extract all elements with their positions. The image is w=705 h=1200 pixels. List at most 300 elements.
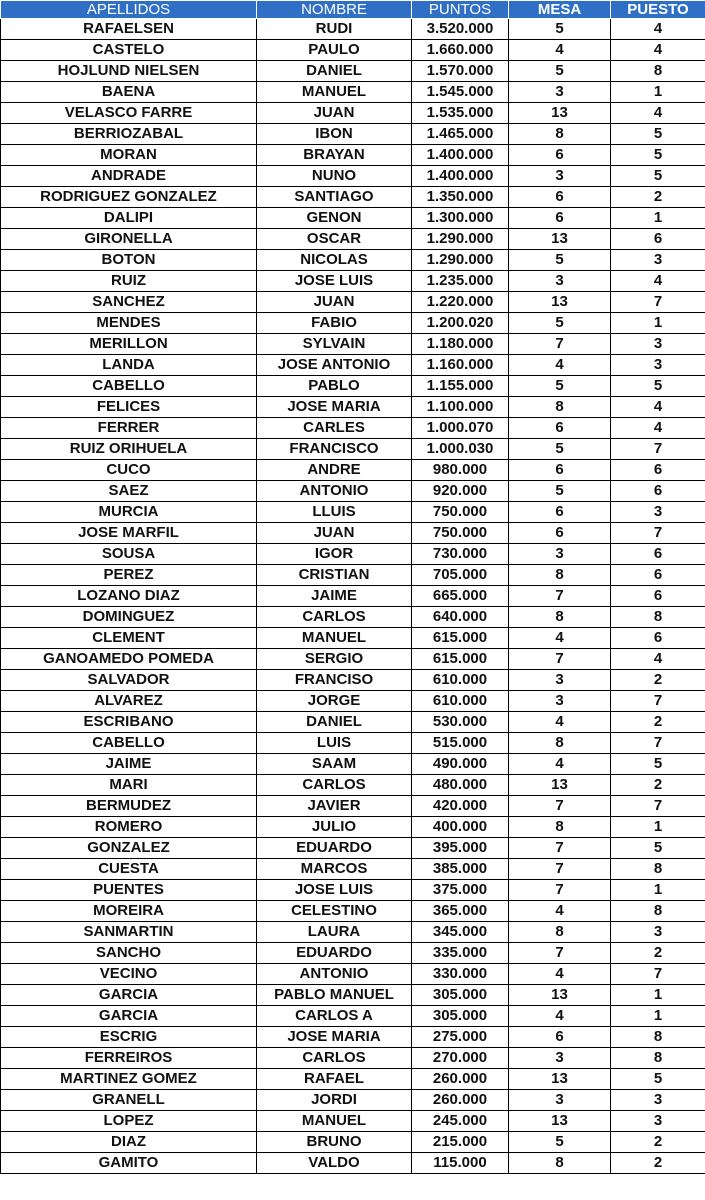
apellidos-cell: ESCRIBANO (1, 712, 257, 733)
apellidos-cell: ROMERO (1, 817, 257, 838)
apellidos-cell: ALVAREZ (1, 691, 257, 712)
mesa-cell: 13 (509, 229, 611, 250)
puesto-cell: 7 (611, 964, 705, 985)
puesto-cell: 2 (611, 187, 705, 208)
nombre-cell: SYLVAIN (257, 334, 412, 355)
puntos-cell: 115.000 (412, 1153, 509, 1174)
nombre-cell: ANTONIO (257, 481, 412, 502)
nombre-cell: ANTONIO (257, 964, 412, 985)
table-row (1, 439, 705, 460)
mesa-cell: 6 (509, 418, 611, 439)
mesa-cell: 6 (509, 187, 611, 208)
nombre-cell: CRISTIAN (257, 565, 412, 586)
apellidos-cell: SANCHO (1, 943, 257, 964)
mesa-cell: 5 (509, 481, 611, 502)
mesa-cell: 5 (509, 1132, 611, 1153)
puntos-cell: 215.000 (412, 1132, 509, 1153)
puntos-cell: 705.000 (412, 565, 509, 586)
puntos-cell: 1.220.000 (412, 292, 509, 313)
nombre-cell: PABLO MANUEL (257, 985, 412, 1006)
table-row (1, 460, 705, 481)
mesa-cell: 8 (509, 922, 611, 943)
puesto-cell: 6 (611, 565, 705, 586)
nombre-cell: MANUEL (257, 1111, 412, 1132)
table-row (1, 40, 705, 61)
apellidos-cell: SAEZ (1, 481, 257, 502)
mesa-cell: 7 (509, 880, 611, 901)
nombre-cell: JOSE LUIS (257, 880, 412, 901)
table-row (1, 733, 705, 754)
table-row (1, 229, 705, 250)
nombre-cell: LLUIS (257, 502, 412, 523)
puesto-cell: 6 (611, 481, 705, 502)
nombre-cell: BRUNO (257, 1132, 412, 1153)
puntos-cell: 1.350.000 (412, 187, 509, 208)
table-row (1, 187, 705, 208)
nombre-cell: CARLES (257, 418, 412, 439)
nombre-cell: CARLOS (257, 775, 412, 796)
puntos-cell: 395.000 (412, 838, 509, 859)
puntos-cell: 1.535.000 (412, 103, 509, 124)
puntos-cell: 245.000 (412, 1111, 509, 1132)
apellidos-cell: BERRIOZABAL (1, 124, 257, 145)
nombre-cell: EDUARDO (257, 838, 412, 859)
nombre-cell: CARLOS (257, 607, 412, 628)
puntos-cell: 260.000 (412, 1090, 509, 1111)
apellidos-cell: GARCIA (1, 1006, 257, 1027)
puntos-cell: 515.000 (412, 733, 509, 754)
puntos-cell: 610.000 (412, 670, 509, 691)
mesa-cell: 5 (509, 250, 611, 271)
apellidos-cell: GRANELL (1, 1090, 257, 1111)
puesto-cell: 4 (611, 19, 705, 40)
apellidos-cell: VECINO (1, 964, 257, 985)
puesto-cell: 5 (611, 124, 705, 145)
puntos-cell: 1.000.030 (412, 439, 509, 460)
table-row (1, 901, 705, 922)
mesa-cell: 4 (509, 1006, 611, 1027)
nombre-cell: JOSE MARIA (257, 397, 412, 418)
puntos-cell: 260.000 (412, 1069, 509, 1090)
puesto-cell: 1 (611, 82, 705, 103)
apellidos-cell: GONZALEZ (1, 838, 257, 859)
table-row (1, 397, 705, 418)
mesa-cell: 5 (509, 439, 611, 460)
puesto-cell: 1 (611, 817, 705, 838)
puntos-cell: 920.000 (412, 481, 509, 502)
nombre-cell: VALDO (257, 1153, 412, 1174)
nombre-cell: JUAN (257, 292, 412, 313)
apellidos-cell: GIRONELLA (1, 229, 257, 250)
puntos-cell: 270.000 (412, 1048, 509, 1069)
table-row (1, 1090, 705, 1111)
apellidos-cell: MERILLON (1, 334, 257, 355)
mesa-cell: 3 (509, 82, 611, 103)
puesto-cell: 7 (611, 796, 705, 817)
mesa-cell: 4 (509, 964, 611, 985)
puntos-cell: 530.000 (412, 712, 509, 733)
puntos-cell: 1.155.000 (412, 376, 509, 397)
nombre-cell: RAFAEL (257, 1069, 412, 1090)
table-row (1, 355, 705, 376)
mesa-cell: 4 (509, 355, 611, 376)
table-row (1, 838, 705, 859)
table-row (1, 586, 705, 607)
mesa-cell: 3 (509, 1048, 611, 1069)
nombre-cell: MANUEL (257, 628, 412, 649)
nombre-cell: JULIO (257, 817, 412, 838)
mesa-cell: 3 (509, 691, 611, 712)
puesto-cell: 5 (611, 1069, 705, 1090)
nombre-cell: SAAM (257, 754, 412, 775)
table-row (1, 124, 705, 145)
header-puntos: PUNTOS (412, 1, 509, 19)
puesto-cell: 5 (611, 376, 705, 397)
mesa-cell: 8 (509, 565, 611, 586)
apellidos-cell: GAMITO (1, 1153, 257, 1174)
puesto-cell: 1 (611, 1006, 705, 1027)
mesa-cell: 3 (509, 544, 611, 565)
apellidos-cell: PUENTES (1, 880, 257, 901)
apellidos-cell: ANDRADE (1, 166, 257, 187)
apellidos-cell: MOREIRA (1, 901, 257, 922)
apellidos-cell: CUCO (1, 460, 257, 481)
mesa-cell: 6 (509, 145, 611, 166)
table-row (1, 817, 705, 838)
nombre-cell: IGOR (257, 544, 412, 565)
nombre-cell: BRAYAN (257, 145, 412, 166)
apellidos-cell: DOMINGUEZ (1, 607, 257, 628)
table-row (1, 796, 705, 817)
apellidos-cell: CASTELO (1, 40, 257, 61)
puesto-cell: 3 (611, 502, 705, 523)
table-row (1, 376, 705, 397)
puesto-cell: 4 (611, 271, 705, 292)
nombre-cell: JOSE ANTONIO (257, 355, 412, 376)
table-row (1, 859, 705, 880)
mesa-cell: 8 (509, 817, 611, 838)
apellidos-cell: SALVADOR (1, 670, 257, 691)
table-row (1, 313, 705, 334)
mesa-cell: 4 (509, 901, 611, 922)
nombre-cell: JORGE (257, 691, 412, 712)
header-apellidos: APELLIDOS (1, 1, 257, 19)
header-nombre: NOMBRE (257, 1, 412, 19)
table-row (1, 1048, 705, 1069)
apellidos-cell: BOTON (1, 250, 257, 271)
mesa-cell: 8 (509, 733, 611, 754)
puntos-cell: 1.100.000 (412, 397, 509, 418)
mesa-cell: 7 (509, 796, 611, 817)
nombre-cell: JUAN (257, 103, 412, 124)
table-row (1, 943, 705, 964)
nombre-cell: EDUARDO (257, 943, 412, 964)
table-row (1, 649, 705, 670)
apellidos-cell: FELICES (1, 397, 257, 418)
nombre-cell: SANTIAGO (257, 187, 412, 208)
nombre-cell: CARLOS A (257, 1006, 412, 1027)
nombre-cell: ANDRE (257, 460, 412, 481)
puesto-cell: 1 (611, 208, 705, 229)
table-row (1, 565, 705, 586)
mesa-cell: 6 (509, 502, 611, 523)
nombre-cell: JOSE MARIA (257, 1027, 412, 1048)
puesto-cell: 6 (611, 586, 705, 607)
mesa-cell: 3 (509, 1090, 611, 1111)
apellidos-cell: RODRIGUEZ GONZALEZ (1, 187, 257, 208)
table-row (1, 628, 705, 649)
mesa-cell: 8 (509, 397, 611, 418)
puesto-cell: 8 (611, 61, 705, 82)
puntos-cell: 400.000 (412, 817, 509, 838)
mesa-cell: 13 (509, 292, 611, 313)
puntos-cell: 1.235.000 (412, 271, 509, 292)
puntos-cell: 1.400.000 (412, 145, 509, 166)
mesa-cell: 8 (509, 607, 611, 628)
puntos-cell: 615.000 (412, 628, 509, 649)
puntos-cell: 1.400.000 (412, 166, 509, 187)
puesto-cell: 4 (611, 418, 705, 439)
apellidos-cell: BERMUDEZ (1, 796, 257, 817)
nombre-cell: JAIME (257, 586, 412, 607)
nombre-cell: MARCOS (257, 859, 412, 880)
apellidos-cell: JAIME (1, 754, 257, 775)
nombre-cell: DANIEL (257, 712, 412, 733)
table-row (1, 271, 705, 292)
apellidos-cell: CABELLO (1, 376, 257, 397)
nombre-cell: NICOLAS (257, 250, 412, 271)
apellidos-cell: GARCIA (1, 985, 257, 1006)
apellidos-cell: VELASCO FARRE (1, 103, 257, 124)
puntos-cell: 335.000 (412, 943, 509, 964)
table-row (1, 502, 705, 523)
table-row (1, 880, 705, 901)
mesa-cell: 13 (509, 1069, 611, 1090)
puntos-cell: 3.520.000 (412, 19, 509, 40)
mesa-cell: 7 (509, 838, 611, 859)
nombre-cell: JUAN (257, 523, 412, 544)
puesto-cell: 3 (611, 250, 705, 271)
table-row (1, 208, 705, 229)
table-row (1, 1006, 705, 1027)
puntos-cell: 1.570.000 (412, 61, 509, 82)
mesa-cell: 13 (509, 1111, 611, 1132)
nombre-cell: IBON (257, 124, 412, 145)
apellidos-cell: RAFAELSEN (1, 19, 257, 40)
puesto-cell: 6 (611, 628, 705, 649)
apellidos-cell: SOUSA (1, 544, 257, 565)
puesto-cell: 1 (611, 313, 705, 334)
puntos-cell: 1.300.000 (412, 208, 509, 229)
table-row (1, 775, 705, 796)
apellidos-cell: GANOAMEDO POMEDA (1, 649, 257, 670)
puesto-cell: 5 (611, 145, 705, 166)
apellidos-cell: CUESTA (1, 859, 257, 880)
apellidos-cell: ESCRIG (1, 1027, 257, 1048)
puesto-cell: 2 (611, 1132, 705, 1153)
apellidos-cell: LOZANO DIAZ (1, 586, 257, 607)
puesto-cell: 1 (611, 985, 705, 1006)
table-row (1, 712, 705, 733)
table-row (1, 544, 705, 565)
table-row (1, 481, 705, 502)
table-row (1, 166, 705, 187)
table-row (1, 61, 705, 82)
nombre-cell: DANIEL (257, 61, 412, 82)
mesa-cell: 13 (509, 985, 611, 1006)
table-row (1, 1069, 705, 1090)
table-row (1, 418, 705, 439)
puntos-cell: 750.000 (412, 523, 509, 544)
puntos-cell: 1.000.070 (412, 418, 509, 439)
nombre-cell: JOSE LUIS (257, 271, 412, 292)
nombre-cell: FRANCISCO (257, 439, 412, 460)
nombre-cell: LAURA (257, 922, 412, 943)
table-row (1, 19, 705, 40)
puesto-cell: 7 (611, 733, 705, 754)
apellidos-cell: PEREZ (1, 565, 257, 586)
apellidos-cell: HOJLUND NIELSEN (1, 61, 257, 82)
puesto-cell: 4 (611, 103, 705, 124)
mesa-cell: 6 (509, 208, 611, 229)
puesto-cell: 7 (611, 691, 705, 712)
apellidos-cell: JOSE MARFIL (1, 523, 257, 544)
mesa-cell: 13 (509, 775, 611, 796)
table-row (1, 82, 705, 103)
table-row (1, 1027, 705, 1048)
puesto-cell: 2 (611, 712, 705, 733)
puesto-cell: 3 (611, 922, 705, 943)
apellidos-cell: LANDA (1, 355, 257, 376)
puesto-cell: 2 (611, 1153, 705, 1174)
table-row (1, 250, 705, 271)
table-row (1, 964, 705, 985)
puntos-cell: 1.160.000 (412, 355, 509, 376)
nombre-cell: GENON (257, 208, 412, 229)
mesa-cell: 4 (509, 40, 611, 61)
puesto-cell: 1 (611, 880, 705, 901)
mesa-cell: 3 (509, 166, 611, 187)
mesa-cell: 7 (509, 859, 611, 880)
nombre-cell: PABLO (257, 376, 412, 397)
mesa-cell: 5 (509, 61, 611, 82)
puntos-cell: 1.180.000 (412, 334, 509, 355)
nombre-cell: CELESTINO (257, 901, 412, 922)
puntos-cell: 385.000 (412, 859, 509, 880)
table-row (1, 1153, 705, 1174)
table-row (1, 292, 705, 313)
puesto-cell: 5 (611, 754, 705, 775)
apellidos-cell: MORAN (1, 145, 257, 166)
table-row (1, 985, 705, 1006)
mesa-cell: 5 (509, 313, 611, 334)
puntos-cell: 980.000 (412, 460, 509, 481)
header-puesto: PUESTO (611, 1, 705, 19)
puesto-cell: 6 (611, 544, 705, 565)
puesto-cell: 7 (611, 292, 705, 313)
apellidos-cell: MARI (1, 775, 257, 796)
apellidos-cell: LOPEZ (1, 1111, 257, 1132)
mesa-cell: 4 (509, 754, 611, 775)
puesto-cell: 7 (611, 523, 705, 544)
puesto-cell: 7 (611, 439, 705, 460)
puntos-cell: 305.000 (412, 985, 509, 1006)
puntos-cell: 665.000 (412, 586, 509, 607)
puesto-cell: 3 (611, 1111, 705, 1132)
apellidos-cell: BAENA (1, 82, 257, 103)
table-row (1, 145, 705, 166)
puesto-cell: 3 (611, 1090, 705, 1111)
puesto-cell: 4 (611, 40, 705, 61)
apellidos-cell: MARTINEZ GOMEZ (1, 1069, 257, 1090)
table-header (1, 1, 705, 19)
mesa-cell: 8 (509, 124, 611, 145)
table-row (1, 607, 705, 628)
puesto-cell: 4 (611, 397, 705, 418)
mesa-cell: 5 (509, 19, 611, 40)
apellidos-cell: DIAZ (1, 1132, 257, 1153)
puesto-cell: 5 (611, 166, 705, 187)
mesa-cell: 8 (509, 1153, 611, 1174)
puesto-cell: 8 (611, 607, 705, 628)
puntos-cell: 1.465.000 (412, 124, 509, 145)
mesa-cell: 13 (509, 103, 611, 124)
table-row (1, 1132, 705, 1153)
nombre-cell: FRANCISO (257, 670, 412, 691)
table-row (1, 670, 705, 691)
puesto-cell: 2 (611, 775, 705, 796)
nombre-cell: JAVIER (257, 796, 412, 817)
header-row (1, 1, 705, 19)
apellidos-cell: CABELLO (1, 733, 257, 754)
table-body (1, 19, 705, 1174)
puntos-cell: 345.000 (412, 922, 509, 943)
table-row (1, 754, 705, 775)
puesto-cell: 3 (611, 355, 705, 376)
puntos-cell: 640.000 (412, 607, 509, 628)
mesa-cell: 7 (509, 334, 611, 355)
nombre-cell: PAULO (257, 40, 412, 61)
puntos-cell: 305.000 (412, 1006, 509, 1027)
table-row (1, 334, 705, 355)
puesto-cell: 2 (611, 943, 705, 964)
puntos-cell: 610.000 (412, 691, 509, 712)
puntos-cell: 615.000 (412, 649, 509, 670)
puntos-cell: 365.000 (412, 901, 509, 922)
puntos-cell: 420.000 (412, 796, 509, 817)
nombre-cell: OSCAR (257, 229, 412, 250)
puesto-cell: 4 (611, 649, 705, 670)
table-row (1, 691, 705, 712)
apellidos-cell: CLEMENT (1, 628, 257, 649)
mesa-cell: 6 (509, 523, 611, 544)
mesa-cell: 4 (509, 712, 611, 733)
nombre-cell: RUDI (257, 19, 412, 40)
nombre-cell: FABIO (257, 313, 412, 334)
mesa-cell: 5 (509, 376, 611, 397)
apellidos-cell: RUIZ ORIHUELA (1, 439, 257, 460)
apellidos-cell: FERRER (1, 418, 257, 439)
mesa-cell: 6 (509, 1027, 611, 1048)
puesto-cell: 8 (611, 859, 705, 880)
mesa-cell: 3 (509, 271, 611, 292)
apellidos-cell: SANMARTIN (1, 922, 257, 943)
mesa-cell: 4 (509, 628, 611, 649)
puntos-cell: 275.000 (412, 1027, 509, 1048)
puntos-cell: 1.290.000 (412, 250, 509, 271)
puesto-cell: 5 (611, 838, 705, 859)
mesa-cell: 7 (509, 943, 611, 964)
